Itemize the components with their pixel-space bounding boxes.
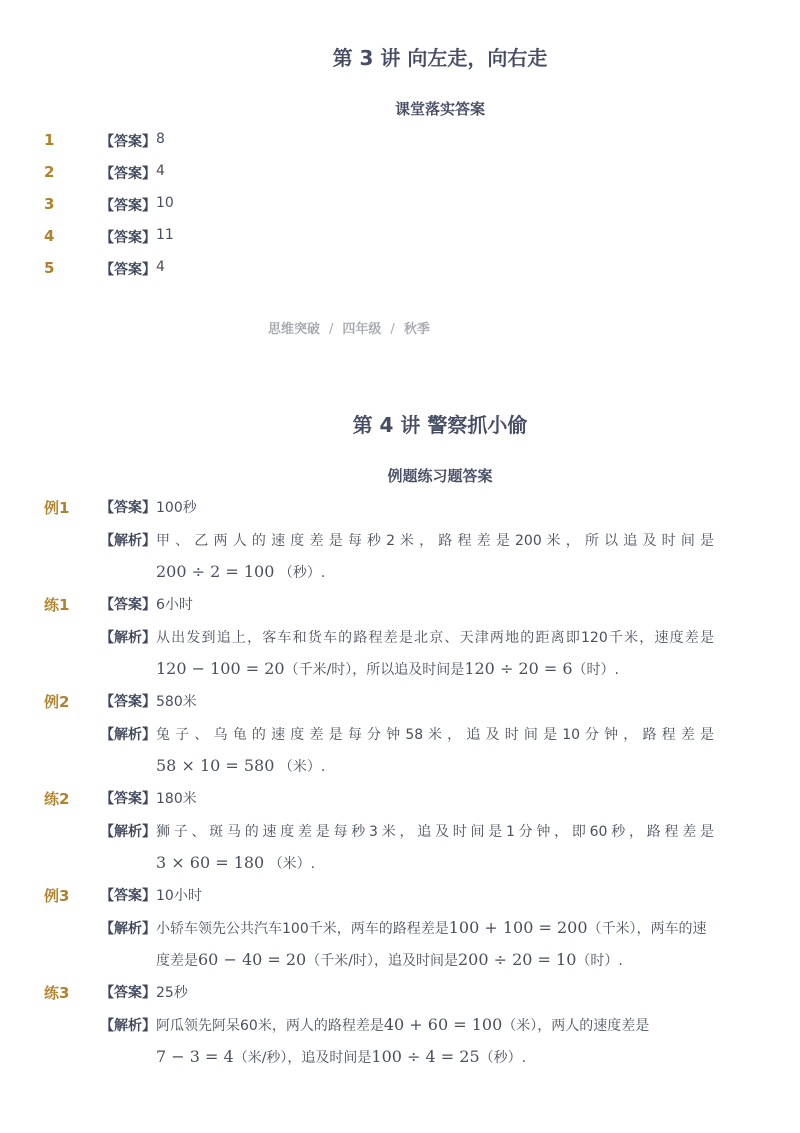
answer-value: 4 xyxy=(156,163,165,179)
analysis-text: （米/秒），追及时间是 xyxy=(233,1050,372,1066)
analysis-block xyxy=(0,724,800,784)
analysis-text: （千米），两车的速 xyxy=(587,921,707,937)
analysis-tag: 【解析】 xyxy=(100,824,156,840)
analysis-block xyxy=(0,918,800,978)
analysis-line xyxy=(156,1047,526,1067)
footer-separator: / xyxy=(329,322,334,337)
analysis-text: （秒）. xyxy=(479,1050,527,1066)
math-expression: 100 ÷ 4 = 25 xyxy=(371,1047,480,1066)
math-expression: 200 ÷ 20 = 10 xyxy=(457,950,577,969)
answer-row xyxy=(0,163,800,187)
answer-tag: 【答案】 xyxy=(100,230,156,246)
analysis-tag: 【解析】 xyxy=(100,1018,156,1034)
analysis-block xyxy=(0,1015,800,1075)
question-number: 1 xyxy=(44,131,55,149)
question-number: 5 xyxy=(44,259,55,277)
math-expression: 200 ÷ 2 = 100 xyxy=(156,562,275,581)
lecture-4-section-title: 例题练习题答案 xyxy=(387,467,493,485)
answer-tag: 【答案】 xyxy=(100,500,156,516)
analysis-line: 从出发到追上，客车和货车的路程差是北京、天津两地的距离即120千米，速度差是 xyxy=(156,630,714,646)
example-answer-row xyxy=(0,885,800,909)
answer-value: 10 xyxy=(156,195,174,211)
analysis-text: 小轿车领先公共汽车100千米，两车的路程差是 xyxy=(156,921,449,937)
analysis-tag: 【解析】 xyxy=(100,727,156,743)
question-number: 4 xyxy=(44,227,55,245)
answer-row xyxy=(0,195,800,219)
answer-tag: 【答案】 xyxy=(100,597,156,613)
answer-value: 100秒 xyxy=(156,500,197,516)
practice-label: 练2 xyxy=(44,790,70,808)
answer-tag: 【答案】 xyxy=(100,262,156,278)
analysis-line xyxy=(156,918,714,938)
math-expression: 120 ÷ 20 = 6 xyxy=(464,659,573,678)
footer-separator: / xyxy=(390,322,395,337)
answer-tag: 【答案】 xyxy=(100,791,156,807)
answer-row xyxy=(0,227,800,251)
analysis-tag: 【解析】 xyxy=(100,533,156,549)
analysis-line xyxy=(156,659,619,679)
lecture-3-title: 第 3 讲 向左走，向右走 xyxy=(332,46,548,70)
practice-answer-row xyxy=(0,788,800,812)
answer-value: 6小时 xyxy=(156,597,193,613)
footer-term: 秋季 xyxy=(403,322,430,337)
answer-row xyxy=(0,259,800,283)
page-footer xyxy=(268,318,430,337)
analysis-text: （时）. xyxy=(572,662,619,678)
analysis-block xyxy=(0,530,800,590)
analysis-text: （秒）. xyxy=(278,565,326,581)
analysis-line xyxy=(156,1015,714,1035)
analysis-line: 甲 、 乙 两 人 的 速 度 差 是 每 秒 2 米 ， 路 程 差 是 200 米 ， 所 以 追 及 时 间 是 xyxy=(156,533,714,549)
lecture-4-title: 第 4 讲 警察抓小偷 xyxy=(352,413,528,437)
practice-label: 练3 xyxy=(44,984,70,1002)
analysis-text: （时）. xyxy=(576,953,623,969)
analysis-text: （千米/时），追及时间是 xyxy=(306,953,458,969)
analysis-line xyxy=(156,562,325,582)
analysis-text: （千米/时），所以追及时间是 xyxy=(284,662,465,678)
answer-tag: 【答案】 xyxy=(100,694,156,710)
practice-label: 练1 xyxy=(44,596,70,614)
answer-tag: 【答案】 xyxy=(100,198,156,214)
analysis-line xyxy=(156,853,315,873)
lecture-3-section-title: 课堂落实答案 xyxy=(394,100,485,118)
answer-row xyxy=(0,131,800,155)
math-expression: 40 + 60 = 100 xyxy=(383,1015,503,1034)
math-expression: 120 − 100 = 20 xyxy=(156,659,285,678)
answer-value: 4 xyxy=(156,259,165,275)
analysis-text: （米）. xyxy=(278,759,326,775)
math-expression: 7 − 3 = 4 xyxy=(156,1047,234,1066)
answer-tag: 【答案】 xyxy=(100,166,156,182)
answer-tag: 【答案】 xyxy=(100,888,156,904)
example-label: 例1 xyxy=(44,499,70,517)
answer-value: 8 xyxy=(156,131,165,147)
question-number: 3 xyxy=(44,195,55,213)
example-label: 例3 xyxy=(44,887,70,905)
analysis-line: 兔 子 、 乌 龟 的 速 度 差 是 每 分 钟 58 米 ， 追 及 时 间 是 10 分 钟 ， 路 程 差 是 xyxy=(156,727,714,743)
math-expression: 58 × 10 = 580 xyxy=(156,756,275,775)
analysis-line: 狮子、斑马的速度差是每秒3米，追及时间是1分钟，即60秒，路程差是 xyxy=(156,824,714,840)
analysis-text: （米），两人的速度差是 xyxy=(502,1018,650,1034)
answer-value: 25秒 xyxy=(156,985,188,1001)
footer-grade: 四年级 xyxy=(342,322,382,337)
analysis-line xyxy=(156,950,623,970)
answer-tag: 【答案】 xyxy=(100,134,156,150)
analysis-text: （米）. xyxy=(268,856,316,872)
answer-tag: 【答案】 xyxy=(100,985,156,1001)
analysis-tag: 【解析】 xyxy=(100,630,156,646)
analysis-line xyxy=(156,756,325,776)
example-answer-row xyxy=(0,497,800,521)
analysis-tag: 【解析】 xyxy=(100,921,156,937)
answer-value: 180米 xyxy=(156,791,197,807)
math-expression: 3 × 60 = 180 xyxy=(156,853,265,872)
question-number: 2 xyxy=(44,163,55,181)
practice-answer-row xyxy=(0,594,800,618)
analysis-block xyxy=(0,821,800,881)
math-expression: 100 + 100 = 200 xyxy=(448,918,588,937)
example-label: 例2 xyxy=(44,693,70,711)
analysis-text: 度差是 xyxy=(156,953,198,969)
answer-value: 10小时 xyxy=(156,888,202,904)
footer-series: 思维突破 xyxy=(268,322,321,337)
example-answer-row xyxy=(0,691,800,715)
analysis-block xyxy=(0,627,800,687)
answer-value: 11 xyxy=(156,227,174,243)
math-expression: 60 − 40 = 20 xyxy=(198,950,307,969)
analysis-text: 阿瓜领先阿呆60米，两人的路程差是 xyxy=(156,1018,384,1034)
practice-answer-row xyxy=(0,982,800,1006)
answer-value: 580米 xyxy=(156,694,197,710)
